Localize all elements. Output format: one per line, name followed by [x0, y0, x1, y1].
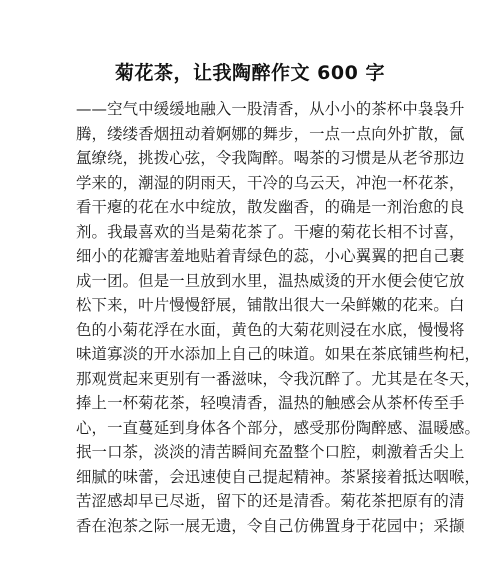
- text-line: 剂。我最喜欢的当是菊花茶了。干瘪的菊花长相不讨喜，: [76, 222, 465, 241]
- text-line: 细小的花瓣害羞地贴着青绿色的蕊，小心翼翼的把自己裹: [76, 247, 465, 265]
- text-line: 色的小菊花浮在水面，黄色的大菊花则浸在水底，慢慢将: [76, 320, 465, 339]
- text-line: 看干瘪的花在水中绽放，散发幽香，的确是一剂治愈的良: [76, 198, 465, 216]
- text-line: 苦涩感却早已尽逝，留下的还是清香。菊花茶把原有的清: [76, 492, 465, 510]
- text-line: 那观赏起来更别有一番滋味，令我沉醉了。尤其是在冬天，: [76, 369, 481, 388]
- text-line: 抿一口茶，淡淡的清苦瞬间充盈整个口腔，刺激着舌尖上: [76, 443, 465, 461]
- text-line: 学来的，潮湿的阴雨天，干冷的乌云天，冲泡一杯花茶，: [76, 173, 465, 192]
- text-line: 捧上一杯菊花茶，轻嗅清香，温热的触感会从茶杯传至手: [76, 394, 465, 412]
- essay-body: [76, 97, 481, 538]
- text-line: 味道寡淡的开水添加上自己的味道。如果在茶底铺些枸杞，: [76, 345, 481, 363]
- text-line: 腾，缕缕香烟扭动着婀娜的舞步，一点一点向外扩散，氤: [76, 124, 465, 143]
- text-line: 松下来，叶片慢慢舒展，铺散出很大一朵鲜嫩的花来。白: [76, 296, 465, 314]
- text-line: 细腻的味蕾，会迅速使自己提起精神。茶紧接着抵达咽喉，: [76, 467, 481, 486]
- text-line: 心，一直蔓延到身体各个部分，感受那份陶醉感、温暖感。: [76, 418, 481, 437]
- text-line: 成一团。但是一旦放到水里，温热威烫的开水便会使它放: [76, 271, 465, 290]
- text-line: 香在泡茶之际一展无遗，令自己仿佛置身于花园中；采撷: [76, 516, 465, 535]
- text-line: ——空气中缓缓地融入一股清香，从小小的茶杯中袅袅升: [76, 100, 465, 118]
- essay-title: 菊花茶，让我陶醉作文 600 字: [115, 62, 385, 84]
- text-line: 氲缭绕，挑拨心弦，令我陶醉。喝茶的习惯是从老爷那边: [76, 149, 465, 167]
